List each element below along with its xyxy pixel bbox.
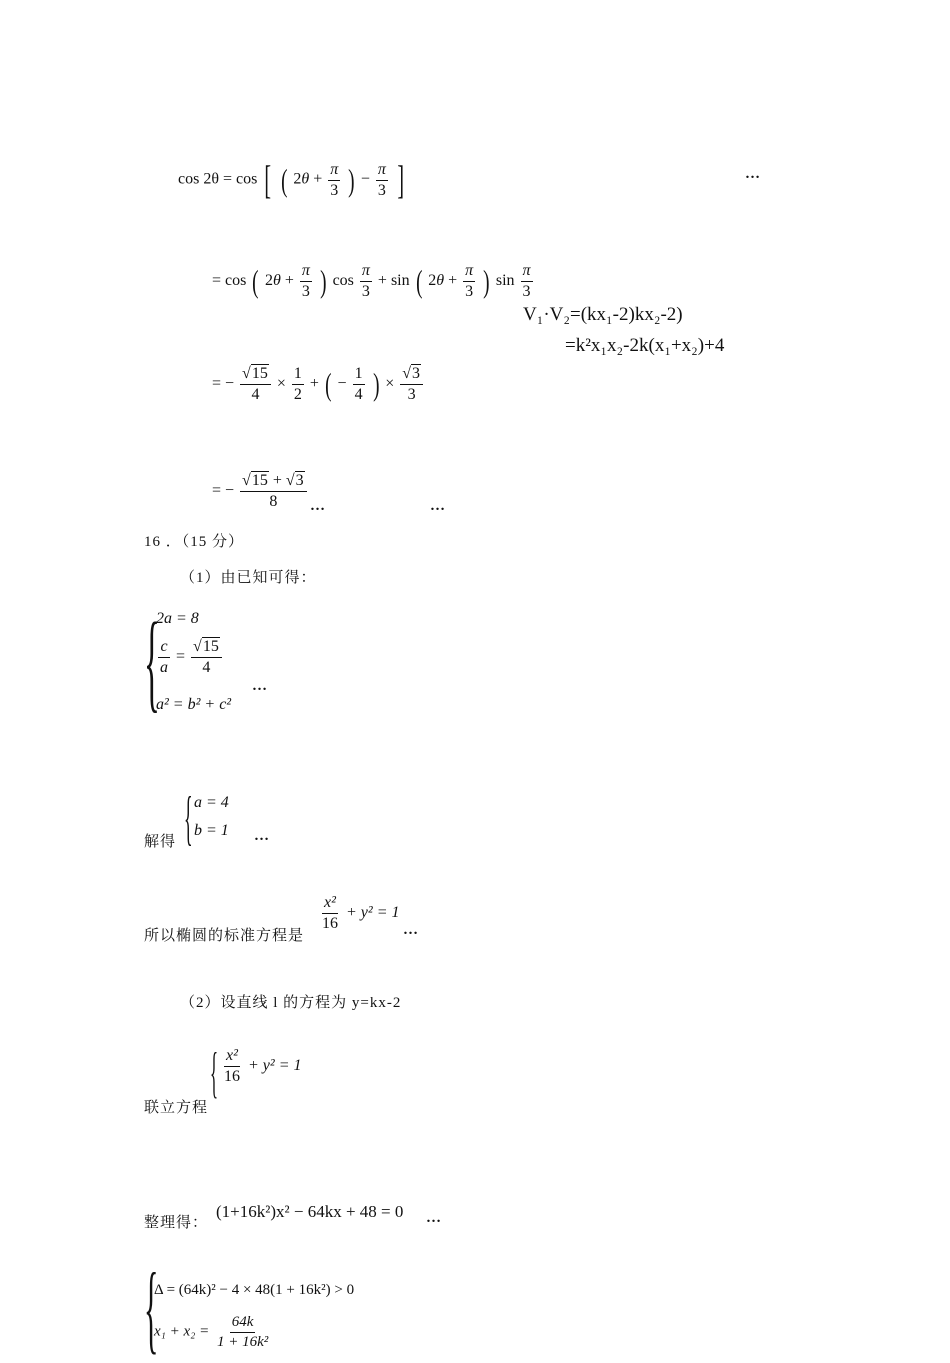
formula-line-2: = cos ( 2θ + $\frac{\pi}{3}$ ) cos $\frac{\pi}{3}$ + sin ( 2θ + $\frac{\pi}{3}$ ) sin $\frac{\pi}{3}$ xyxy=(212,262,531,300)
joint-equation-label: 联立方程 xyxy=(144,1100,209,1116)
quadratic-equation: (1+16k²)x² − 64kx + 48 = 0 xyxy=(216,1202,404,1221)
ellipsis-mark: … xyxy=(745,166,759,182)
brace-icon: { xyxy=(184,785,193,851)
formula-line-1: cos 2θ = cos [ ( 2θ + $\frac{\pi}{3}$ ) − $\frac{\pi}{3}$ ] xyxy=(178,157,404,202)
ellipsis-mark: … xyxy=(254,828,268,844)
ellipsis-mark: … xyxy=(403,922,417,938)
solved-label: 解得 xyxy=(144,834,177,850)
ellipsis-mark: … xyxy=(426,1210,440,1226)
ellipsis-mark: … xyxy=(430,498,444,514)
question-header: 16 ．（15 分） xyxy=(144,534,245,550)
formula-line-4: = − $\frac{√15 + √3}{8}$ xyxy=(212,472,309,510)
ellipsis-mark: … xyxy=(310,498,324,514)
pi-over-3-fraction: $\frac{\pi}{3}$ xyxy=(330,160,339,199)
cos2theta-lhs: cos 2θ = cos xyxy=(178,170,258,188)
brace-icon: { xyxy=(144,1252,159,1363)
part-1-intro: （1）由已知可得： xyxy=(180,570,317,586)
ellipse-equation-label: 所以椭圆的标准方程是 xyxy=(144,928,305,944)
brace-icon: { xyxy=(144,600,160,722)
formula-line-3: = − $\frac{√15}{4}$ × $\frac{1}{2}$ + ( − $\frac{1}{4}$ ) × $\frac{√3}{3}$ xyxy=(212,365,425,403)
ellipse-equation: $\frac{\text{x²}}{16}$ + y² = 1 xyxy=(322,894,400,932)
brace-icon: { xyxy=(210,1042,219,1104)
ellipsis-mark: … xyxy=(252,678,266,694)
side-note-line-1: V₁·V₂=(kx₁-2)kx₂-2) xyxy=(523,304,683,325)
tidy-label: 整理得： xyxy=(144,1215,209,1231)
part-2-intro: （2）设直线 l 的方程为 y=kx-2 xyxy=(180,995,402,1011)
pi-over-3-fraction: $\frac{\pi}{3}$ xyxy=(377,160,386,199)
side-note-line-2: =k²x₁x₂-2k(x₁+x₂)+4 xyxy=(565,335,725,356)
